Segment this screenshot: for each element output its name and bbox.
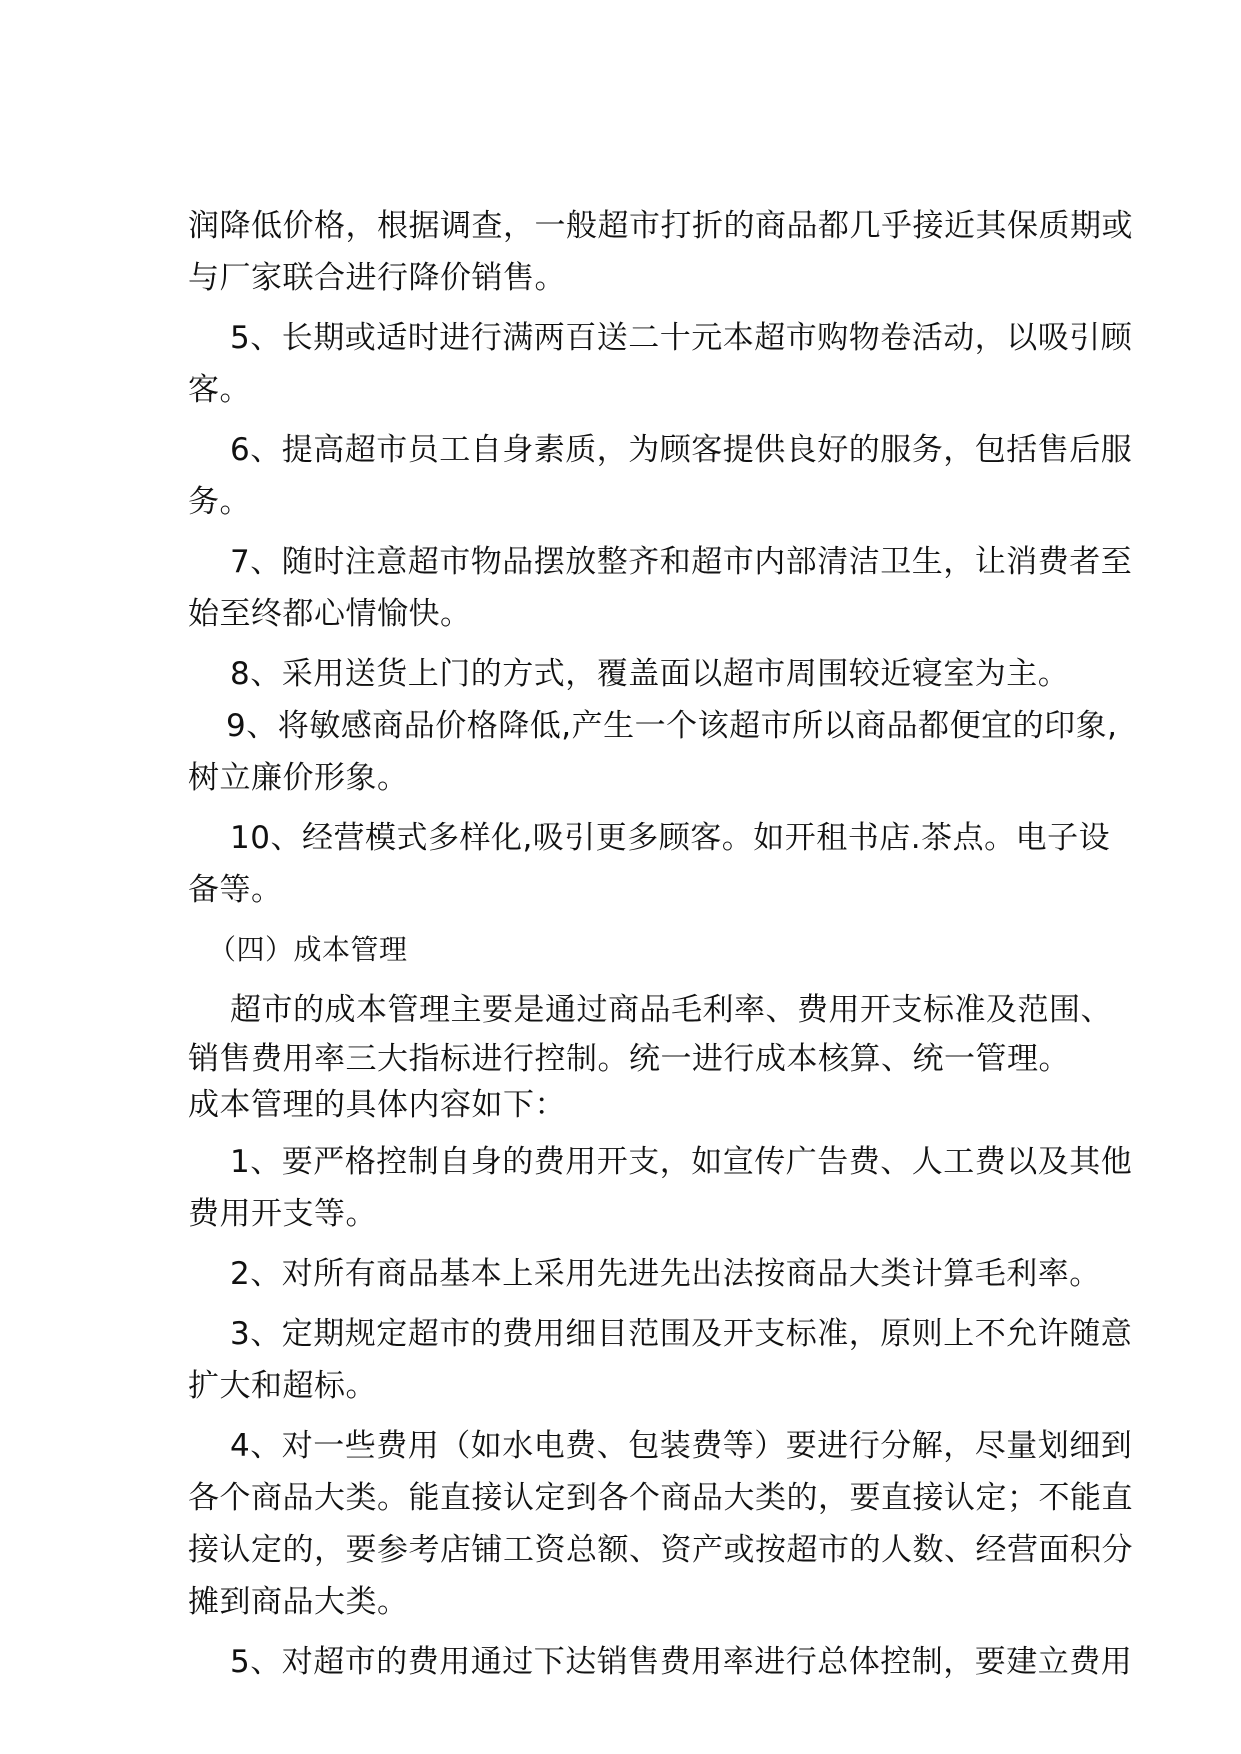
list-item-5b: 5、对超市的费用通过下达销售费用率进行总体控制，要建立费用 [230,1644,1133,1680]
list-item-6: 6、提高超市员工自身素质，为顾客提供良好的服务，包括售后服 [230,432,1133,468]
list-item-3: 3、定期规定超市的费用细目范围及开支标准，原则上不允许随意 [230,1316,1133,1352]
list-item-1: 1、要严格控制自身的费用开支，如宣传广告费、人工费以及其他 [230,1144,1133,1180]
text-line: 销售费用率三大指标进行控制。统一进行成本核算、统一管理。 [188,1041,1070,1077]
text-line: 始至终都心情愉快。 [188,596,472,632]
text-line: 扩大和超标。 [188,1368,377,1404]
text-line: 费用开支等。 [188,1196,377,1232]
list-item-8: 8、采用送货上门的方式，覆盖面以超市周围较近寝室为主。 [230,656,1070,692]
list-item-9: 9、将敏感商品价格降低,产生一个该超市所以商品都便宜的印象, [226,708,1118,744]
text-line: 接认定的，要参考店铺工资总额、资产或按超市的人数、经营面积分 [188,1532,1133,1568]
text-line: 备等。 [188,872,283,908]
text-line: 润降低价格，根据调查，一般超市打折的商品都几乎接近其保质期或 [188,208,1133,244]
list-item-4: 4、对一些费用（如水电费、包装费等）要进行分解，尽量划细到 [230,1428,1133,1464]
document-page [188,200,1133,1688]
text-line: 各个商品大类。能直接认定到各个商品大类的，要直接认定；不能直 [188,1480,1133,1516]
text-line: 与厂家联合进行降价销售。 [188,260,566,296]
paragraph-line: 超市的成本管理主要是通过商品毛利率、费用开支标准及范围、 [230,992,1112,1028]
text-line: 树立廉价形象。 [188,760,409,796]
list-item-2: 2、对所有商品基本上采用先进先出法按商品大类计算毛利率。 [230,1256,1101,1292]
text-line: 客。 [188,372,251,408]
text-line: 摊到商品大类。 [188,1584,409,1620]
section-heading: （四）成本管理 [208,933,408,966]
text-line: 成本管理的具体内容如下： [188,1087,566,1123]
list-item-10: 10、经营模式多样化,吸引更多顾客。如开租书店.茶点。电子设 [230,820,1111,856]
list-item-7: 7、随时注意超市物品摆放整齐和超市内部清洁卫生，让消费者至 [230,544,1133,580]
list-item-5: 5、长期或适时进行满两百送二十元本超市购物卷活动，以吸引顾 [230,320,1133,356]
text-line: 务。 [188,484,251,520]
